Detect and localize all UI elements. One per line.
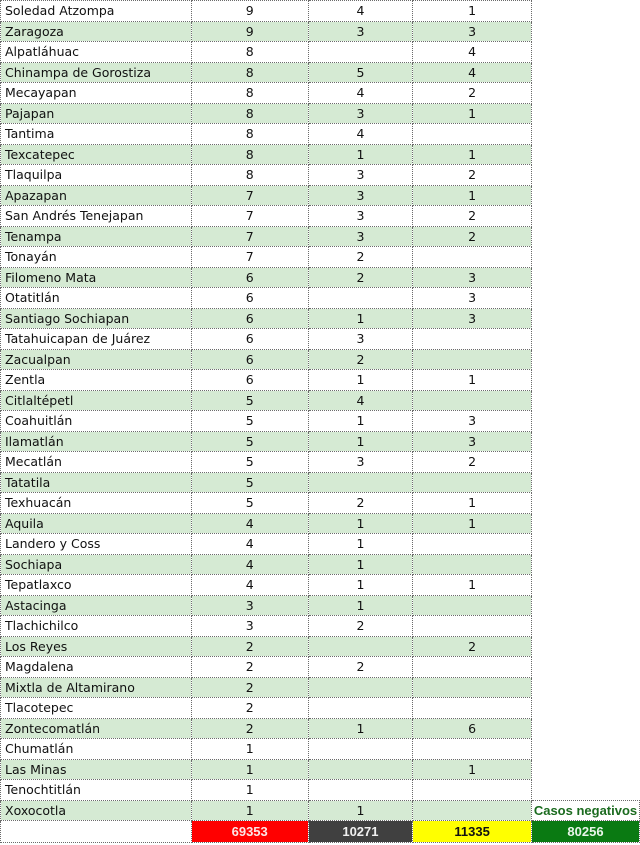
count-cell-2: 4 — [308, 124, 413, 145]
count-cell-1: 2 — [191, 718, 308, 739]
table-row — [1, 165, 640, 186]
empty-cell — [531, 185, 639, 206]
total-negatives: 80256 — [531, 821, 639, 843]
municipio-cell: Coahuitlán — [1, 411, 192, 432]
count-cell-3: 1 — [413, 185, 532, 206]
empty-cell — [531, 677, 639, 698]
table-row — [1, 247, 640, 268]
count-cell-3 — [413, 698, 532, 719]
count-cell-1: 5 — [191, 452, 308, 473]
empty-cell — [531, 165, 639, 186]
empty-cell — [531, 390, 639, 411]
count-cell-2: 3 — [308, 226, 413, 247]
count-cell-1: 8 — [191, 83, 308, 104]
count-cell-3: 3 — [413, 267, 532, 288]
count-cell-1: 5 — [191, 390, 308, 411]
count-cell-3 — [413, 677, 532, 698]
totals-label-cell — [1, 821, 192, 843]
empty-cell — [531, 534, 639, 555]
total-2: 10271 — [308, 821, 413, 843]
municipio-cell: Apazapan — [1, 185, 192, 206]
table-row — [1, 800, 640, 821]
count-cell-3: 1 — [413, 513, 532, 534]
municipio-cell: Tonayán — [1, 247, 192, 268]
table-row — [1, 493, 640, 514]
count-cell-3: 4 — [413, 42, 532, 63]
table-row — [1, 267, 640, 288]
count-cell-1: 2 — [191, 657, 308, 678]
municipio-cell: Santiago Sochiapan — [1, 308, 192, 329]
empty-cell — [531, 308, 639, 329]
municipio-cell: Sochiapa — [1, 554, 192, 575]
count-cell-2: 3 — [308, 21, 413, 42]
empty-cell — [531, 83, 639, 104]
count-cell-2: 5 — [308, 62, 413, 83]
count-cell-2: 1 — [308, 513, 413, 534]
empty-cell — [531, 554, 639, 575]
empty-cell — [531, 636, 639, 657]
table-row — [1, 1, 640, 22]
count-cell-3 — [413, 657, 532, 678]
count-cell-1: 7 — [191, 206, 308, 227]
count-cell-2 — [308, 42, 413, 63]
municipio-cell: Mixtla de Altamirano — [1, 677, 192, 698]
count-cell-1: 8 — [191, 165, 308, 186]
count-cell-2: 1 — [308, 595, 413, 616]
count-cell-3 — [413, 780, 532, 801]
municipio-cell: Tenampa — [1, 226, 192, 247]
count-cell-2: 1 — [308, 144, 413, 165]
table-row — [1, 616, 640, 637]
municipio-cell: Pajapan — [1, 103, 192, 124]
empty-cell — [531, 698, 639, 719]
municipio-cell: Tatatila — [1, 472, 192, 493]
count-cell-3 — [413, 534, 532, 555]
table-row — [1, 431, 640, 452]
municipio-cell: Zontecomatlán — [1, 718, 192, 739]
municipio-cell: Xoxocotla — [1, 800, 192, 821]
empty-cell — [531, 103, 639, 124]
municipio-cell: Tepatlaxco — [1, 575, 192, 596]
count-cell-1: 9 — [191, 1, 308, 22]
count-cell-3: 2 — [413, 165, 532, 186]
municipio-cell: Zentla — [1, 370, 192, 391]
municipio-cell: Tantima — [1, 124, 192, 145]
count-cell-1: 5 — [191, 493, 308, 514]
count-cell-2: 2 — [308, 267, 413, 288]
municipio-cell: Alpatláhuac — [1, 42, 192, 63]
count-cell-3 — [413, 247, 532, 268]
count-cell-1: 6 — [191, 349, 308, 370]
count-cell-2: 2 — [308, 493, 413, 514]
count-cell-2 — [308, 739, 413, 760]
municipio-cell: Zacualpan — [1, 349, 192, 370]
table-row — [1, 288, 640, 309]
empty-cell — [531, 1, 639, 22]
count-cell-3: 3 — [413, 288, 532, 309]
municipio-cell: Mecayapan — [1, 83, 192, 104]
count-cell-2: 4 — [308, 1, 413, 22]
table-row — [1, 759, 640, 780]
negatives-label: Casos negativos — [531, 800, 639, 821]
count-cell-3: 4 — [413, 62, 532, 83]
table-row — [1, 390, 640, 411]
municipio-cell: Filomeno Mata — [1, 267, 192, 288]
count-cell-1: 6 — [191, 370, 308, 391]
count-cell-3: 2 — [413, 83, 532, 104]
empty-cell — [531, 267, 639, 288]
count-cell-2: 1 — [308, 534, 413, 555]
count-cell-3: 2 — [413, 452, 532, 473]
table-row — [1, 308, 640, 329]
count-cell-3: 3 — [413, 21, 532, 42]
count-cell-3: 1 — [413, 1, 532, 22]
count-cell-2: 3 — [308, 329, 413, 350]
table-row — [1, 595, 640, 616]
count-cell-2: 3 — [308, 103, 413, 124]
municipio-cell: Ilamatlán — [1, 431, 192, 452]
count-cell-3: 2 — [413, 226, 532, 247]
municipio-cell: Aquila — [1, 513, 192, 534]
count-cell-1: 3 — [191, 616, 308, 637]
table-row — [1, 554, 640, 575]
table-row — [1, 636, 640, 657]
municipio-cell: Tatahuicapan de Juárez — [1, 329, 192, 350]
count-cell-1: 1 — [191, 800, 308, 821]
table-row — [1, 62, 640, 83]
count-cell-2: 4 — [308, 390, 413, 411]
table-row — [1, 411, 640, 432]
table-row — [1, 472, 640, 493]
table-row — [1, 698, 640, 719]
count-cell-1: 1 — [191, 759, 308, 780]
table-row — [1, 124, 640, 145]
count-cell-2: 1 — [308, 575, 413, 596]
municipio-cell: Texhuacán — [1, 493, 192, 514]
municipio-cell: Tlaquilpa — [1, 165, 192, 186]
empty-cell — [531, 616, 639, 637]
count-cell-3: 2 — [413, 636, 532, 657]
municipio-cell: Las Minas — [1, 759, 192, 780]
count-cell-3 — [413, 595, 532, 616]
table-row — [1, 677, 640, 698]
table-row — [1, 657, 640, 678]
count-cell-2 — [308, 677, 413, 698]
municipio-cell: Mecatlán — [1, 452, 192, 473]
table-row — [1, 452, 640, 473]
count-cell-1: 4 — [191, 513, 308, 534]
count-cell-3 — [413, 616, 532, 637]
count-cell-3 — [413, 349, 532, 370]
totals-row — [1, 821, 640, 843]
count-cell-1: 8 — [191, 42, 308, 63]
count-cell-1: 7 — [191, 185, 308, 206]
empty-cell — [531, 493, 639, 514]
count-cell-2: 3 — [308, 165, 413, 186]
count-cell-2: 2 — [308, 349, 413, 370]
municipio-cell: Landero y Coss — [1, 534, 192, 555]
count-cell-1: 1 — [191, 739, 308, 760]
municipio-cell: Citlaltépetl — [1, 390, 192, 411]
empty-cell — [531, 42, 639, 63]
count-cell-2 — [308, 780, 413, 801]
empty-cell — [531, 431, 639, 452]
count-cell-1: 7 — [191, 247, 308, 268]
empty-cell — [531, 370, 639, 391]
empty-cell — [531, 288, 639, 309]
table-row — [1, 718, 640, 739]
municipio-cell: Zaragoza — [1, 21, 192, 42]
table-row — [1, 329, 640, 350]
empty-cell — [531, 739, 639, 760]
total-1: 69353 — [191, 821, 308, 843]
count-cell-3: 1 — [413, 144, 532, 165]
count-cell-2 — [308, 472, 413, 493]
count-cell-2: 2 — [308, 247, 413, 268]
empty-cell — [531, 62, 639, 83]
table-row — [1, 370, 640, 391]
empty-cell — [531, 718, 639, 739]
table-row — [1, 206, 640, 227]
count-cell-2: 2 — [308, 616, 413, 637]
empty-cell — [531, 329, 639, 350]
count-cell-3: 3 — [413, 431, 532, 452]
empty-cell — [531, 472, 639, 493]
count-cell-3: 1 — [413, 103, 532, 124]
count-cell-3: 1 — [413, 759, 532, 780]
table-row — [1, 103, 640, 124]
empty-cell — [531, 411, 639, 432]
table-row — [1, 185, 640, 206]
empty-cell — [531, 226, 639, 247]
count-cell-1: 8 — [191, 144, 308, 165]
table-row — [1, 349, 640, 370]
count-cell-3: 1 — [413, 575, 532, 596]
table-row — [1, 21, 640, 42]
table-row — [1, 780, 640, 801]
count-cell-3: 6 — [413, 718, 532, 739]
table-row — [1, 83, 640, 104]
count-cell-2: 3 — [308, 185, 413, 206]
count-cell-2 — [308, 636, 413, 657]
count-cell-3: 2 — [413, 206, 532, 227]
table-row — [1, 575, 640, 596]
empty-cell — [531, 21, 639, 42]
count-cell-1: 7 — [191, 226, 308, 247]
count-cell-2: 1 — [308, 411, 413, 432]
empty-cell — [531, 206, 639, 227]
count-cell-2: 3 — [308, 206, 413, 227]
empty-cell — [531, 349, 639, 370]
count-cell-3 — [413, 329, 532, 350]
count-cell-1: 6 — [191, 308, 308, 329]
table-row — [1, 42, 640, 63]
count-cell-2 — [308, 698, 413, 719]
empty-cell — [531, 595, 639, 616]
municipio-cell: Soledad Atzompa — [1, 1, 192, 22]
total-3: 11335 — [413, 821, 532, 843]
count-cell-3: 1 — [413, 493, 532, 514]
count-cell-2: 1 — [308, 308, 413, 329]
count-cell-1: 6 — [191, 267, 308, 288]
count-cell-1: 8 — [191, 62, 308, 83]
count-cell-2: 4 — [308, 83, 413, 104]
empty-cell — [531, 144, 639, 165]
count-cell-3: 1 — [413, 370, 532, 391]
empty-cell — [531, 247, 639, 268]
count-cell-2 — [308, 759, 413, 780]
table-row — [1, 144, 640, 165]
count-cell-2 — [308, 288, 413, 309]
count-cell-1: 4 — [191, 554, 308, 575]
count-cell-1: 8 — [191, 124, 308, 145]
count-cell-2: 3 — [308, 452, 413, 473]
count-cell-3 — [413, 554, 532, 575]
count-cell-1: 6 — [191, 288, 308, 309]
count-cell-3 — [413, 124, 532, 145]
count-cell-1: 3 — [191, 595, 308, 616]
table-row — [1, 226, 640, 247]
municipio-cell: Otatitlán — [1, 288, 192, 309]
table-row — [1, 739, 640, 760]
count-cell-3 — [413, 800, 532, 821]
count-cell-1: 1 — [191, 780, 308, 801]
count-cell-3 — [413, 390, 532, 411]
empty-cell — [531, 452, 639, 473]
count-cell-1: 4 — [191, 575, 308, 596]
empty-cell — [531, 780, 639, 801]
municipio-cell: Chinampa de Gorostiza — [1, 62, 192, 83]
municipio-cell: Tlachichilco — [1, 616, 192, 637]
table-body — [1, 1, 640, 843]
count-cell-3 — [413, 472, 532, 493]
empty-cell — [531, 575, 639, 596]
count-cell-1: 2 — [191, 636, 308, 657]
count-cell-2: 1 — [308, 718, 413, 739]
table-row — [1, 513, 640, 534]
count-cell-2: 1 — [308, 431, 413, 452]
municipio-cell: Tlacotepec — [1, 698, 192, 719]
count-cell-1: 2 — [191, 698, 308, 719]
count-cell-1: 4 — [191, 534, 308, 555]
count-cell-1: 2 — [191, 677, 308, 698]
count-cell-1: 5 — [191, 431, 308, 452]
table-row — [1, 534, 640, 555]
count-cell-1: 5 — [191, 411, 308, 432]
count-cell-2: 2 — [308, 657, 413, 678]
municipio-cell: Astacinga — [1, 595, 192, 616]
count-cell-2: 1 — [308, 370, 413, 391]
municipio-cell: Magdalena — [1, 657, 192, 678]
empty-cell — [531, 657, 639, 678]
count-cell-1: 6 — [191, 329, 308, 350]
municipio-cell: Tenochtitlán — [1, 780, 192, 801]
municipio-cell: Texcatepec — [1, 144, 192, 165]
count-cell-2: 1 — [308, 554, 413, 575]
empty-cell — [531, 759, 639, 780]
municipio-cell: Los Reyes — [1, 636, 192, 657]
count-cell-1: 9 — [191, 21, 308, 42]
count-cell-3: 3 — [413, 308, 532, 329]
count-cell-1: 5 — [191, 472, 308, 493]
count-cell-2: 1 — [308, 800, 413, 821]
municipio-cell: San Andrés Tenejapan — [1, 206, 192, 227]
count-cell-1: 8 — [191, 103, 308, 124]
empty-cell — [531, 124, 639, 145]
municipio-cell: Chumatlán — [1, 739, 192, 760]
count-cell-3 — [413, 739, 532, 760]
count-cell-3: 3 — [413, 411, 532, 432]
empty-cell — [531, 513, 639, 534]
